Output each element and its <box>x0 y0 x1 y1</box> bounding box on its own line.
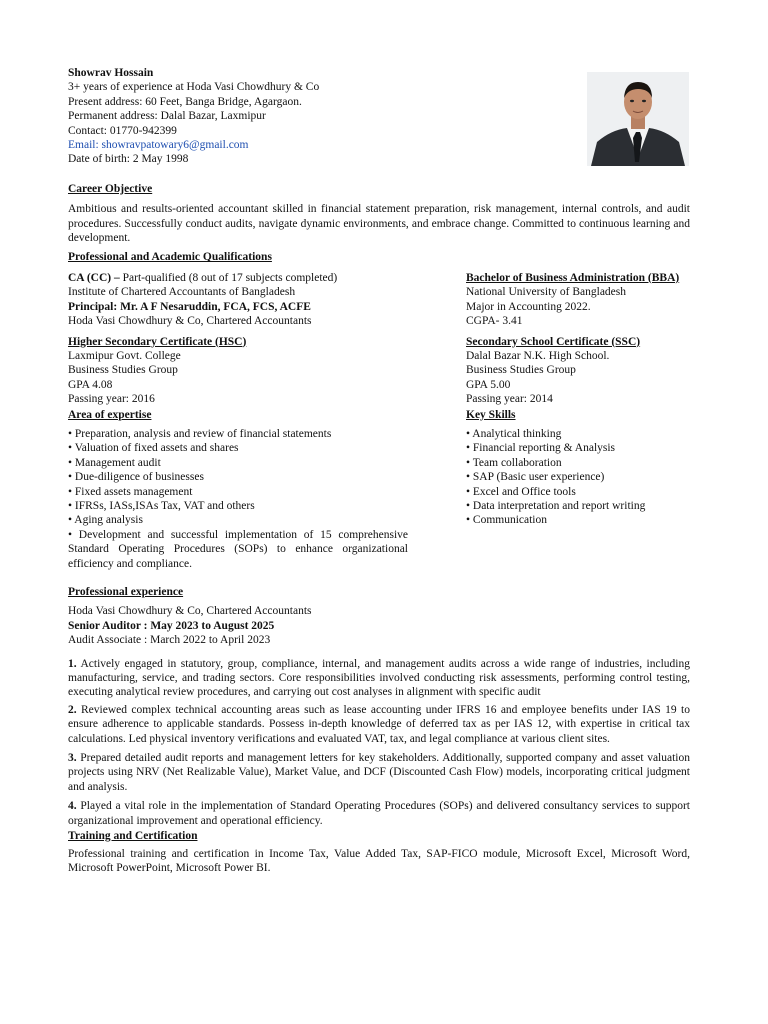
point-number: 2. <box>68 703 77 716</box>
candidate-name: Showrav Hossain <box>68 67 154 79</box>
resume-page <box>68 66 690 875</box>
point-text: Prepared detailed audit reports and management letters for key stakeholders. Additionally, supported company and asset valuation projects using NRV (Net Realizable Value), Market Value, and DCF (Discounted Cash Flow) models, incorporating critical judgment and analysis. <box>68 752 690 793</box>
bba-heading: Bachelor of Business Administration (BBA) <box>466 271 680 284</box>
training-section <box>68 829 690 875</box>
point-number: 3. <box>68 752 77 765</box>
section-title: Professional and Academic Qualifications <box>68 251 272 264</box>
section-title: Area of expertise <box>68 408 152 421</box>
ca-firm: Hoda Vasi Chowdhury & Co, Chartered Accountants <box>68 315 312 328</box>
bba-qualification <box>466 271 690 329</box>
point-number: 4. <box>68 800 77 813</box>
experience-point <box>68 751 690 794</box>
hsc-year: Passing year: 2016 <box>68 393 155 406</box>
ssc-group: Business Studies Group <box>466 364 576 377</box>
list-item: • Management audit <box>68 456 161 469</box>
hsc-qualification <box>68 335 408 407</box>
ssc-school: Dalal Bazar N.K. High School. <box>466 349 610 362</box>
list-item: • Preparation, analysis and review of financial statements <box>68 427 332 440</box>
bba-cgpa: CGPA- 3.41 <box>466 315 523 328</box>
bba-university: National University of Bangladesh <box>466 286 627 299</box>
experience-role-senior: Senior Auditor : May 2023 to August 2025 <box>68 619 275 632</box>
list-item: • Aging analysis <box>68 514 143 527</box>
point-text: Reviewed complex technical accounting areas such as lease accounting under IFRS 16 and employee benefits under IAS 19 to ensure adherence to applicable standards. Possess in-depth knowledge of deferred tax as per IAS 12, with expertise in critical tax calculations. Led physical inventory verifications and evaluated VAT, tax, and legal compliance at various client sites. <box>68 703 690 745</box>
email-link[interactable]: Email: showravpatowary6@gmail.com <box>68 139 249 152</box>
ca-status: Part-qualified (8 out of 17 subjects completed) <box>119 271 338 284</box>
point-number: 1. <box>68 657 77 670</box>
experience-point <box>68 799 690 828</box>
ssc-year: Passing year: 2014 <box>466 393 553 406</box>
training-text: Professional training and certification in Income Tax, Value Added Tax, SAP-FICO module, Microsoft Excel, Microsoft Word, Microsoft PowerPoint, Microsoft Power BI. <box>68 847 690 874</box>
hsc-school: Laxmipur Govt. College <box>68 349 181 362</box>
header-block <box>68 66 690 167</box>
list-item: • IFRSs, IASs,ISAs Tax, VAT and others <box>68 499 255 512</box>
bba-major: Major in Accounting 2022. <box>466 300 591 313</box>
list-item: • Communication <box>466 514 548 527</box>
present-address: Present address: 60 Feet, Banga Bridge, Agargaon. <box>68 95 302 108</box>
section-title: Key Skills <box>466 408 516 421</box>
hsc-heading: Higher Secondary Certificate (HSC) <box>68 335 247 348</box>
skills-section <box>466 408 690 571</box>
experience-role-associate: Audit Associate : March 2022 to April 2023 <box>68 634 271 647</box>
section-title: Career Objective <box>68 182 153 195</box>
experience-section <box>68 585 690 828</box>
ca-institute: Institute of Chartered Accountants of Bangladesh <box>68 286 296 299</box>
ssc-qualification <box>466 335 690 407</box>
hsc-group: Business Studies Group <box>68 364 178 377</box>
ssc-gpa: GPA 5.00 <box>466 378 511 391</box>
career-objective-text: Ambitious and results-oriented accountant skilled in financial statement preparation, risk management, internal controls, and audit procedures. Successfully conduct audits, navigate dynamic environments, and embrace change. Committed to continuous learning and development. <box>68 203 690 245</box>
ca-heading: CA (CC) – <box>68 271 120 284</box>
list-item: • Financial reporting & Analysis <box>466 442 616 455</box>
list-item: • Team collaboration <box>466 456 562 469</box>
list-item: • Excel and Office tools <box>466 485 576 498</box>
experience-point <box>68 657 690 700</box>
ssc-heading: Secondary School Certificate (SSC) <box>466 335 641 348</box>
ca-principal: Principal: Mr. A F Nesaruddin, FCA, FCS, ACFE <box>68 300 311 313</box>
career-objective-section <box>68 182 690 246</box>
list-item: • Fixed assets management <box>68 485 193 498</box>
point-text: Played a vital role in the implementation of Standard Operating Procedures (SOPs) and delivered consultancy services to support organizational improvement and operational efficiency. <box>68 800 690 827</box>
list-item: • Data interpretation and report writing <box>466 499 646 512</box>
point-text: Actively engaged in statutory, group, compliance, internal, and management audits across a wide range of industries, including manufacturing, service, and trading sectors. Core responsibilities involved conducting risk assessments, performing control testing, executing analytical review procedures, and carrying out cost analyses in alignment with specific audit <box>68 657 690 699</box>
list-item: • Due-diligence of businesses <box>68 471 204 484</box>
date-of-birth: Date of birth: 2 May 1998 <box>68 153 189 166</box>
experience-summary: 3+ years of experience at Hoda Vasi Chowdhury & Co <box>68 81 320 94</box>
expertise-section <box>68 408 408 571</box>
section-title: Professional experience <box>68 586 184 598</box>
qualifications-section <box>68 250 690 406</box>
permanent-address: Permanent address: Dalal Bazar, Laxmipur <box>68 110 266 123</box>
section-title: Training and Certification <box>68 830 198 843</box>
list-item: • Analytical thinking <box>466 427 562 440</box>
contact-number: Contact: 01770-942399 <box>68 124 177 137</box>
experience-company: Hoda Vasi Chowdhury & Co, Chartered Accountants <box>68 605 312 618</box>
list-item: • SAP (Basic user experience) <box>466 471 605 484</box>
hsc-gpa: GPA 4.08 <box>68 378 113 391</box>
experience-point <box>68 703 690 746</box>
ca-qualification <box>68 271 408 329</box>
list-item: • Valuation of fixed assets and shares <box>68 442 239 455</box>
list-item: • Development and successful implementation of 15 comprehensive Standard Operating Procedures (SOPs) to enhance organizational efficiency and compliance. <box>68 528 408 570</box>
